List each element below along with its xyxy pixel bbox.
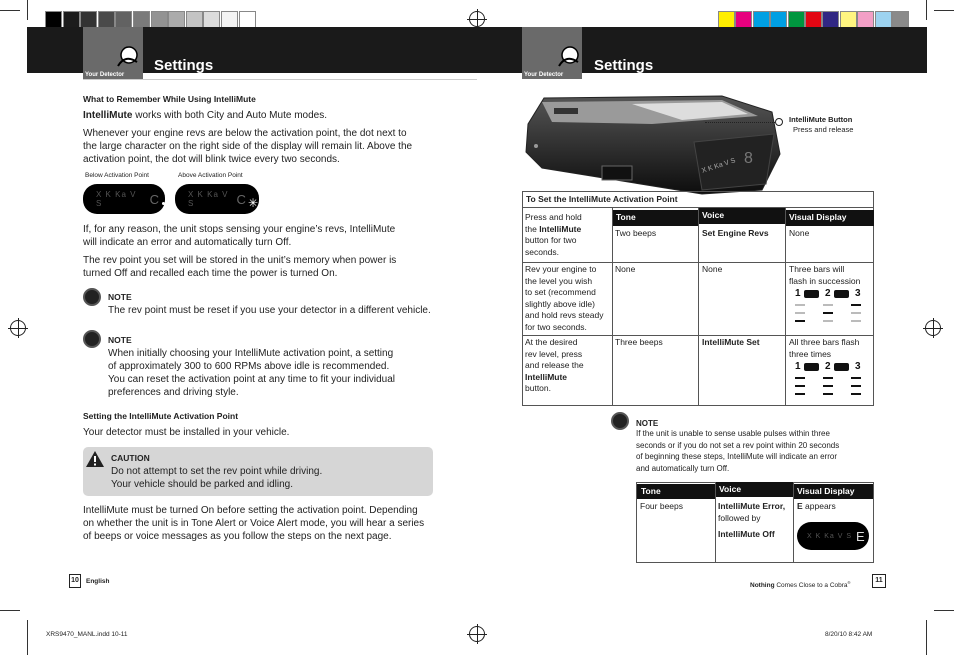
display-bar	[851, 377, 861, 379]
text-line: seconds.	[525, 246, 560, 257]
text-line: Press and hold	[525, 212, 582, 222]
bar-sequence-flash	[795, 361, 870, 401]
right-page-title: Settings	[594, 57, 654, 74]
text-line: rev level, press	[525, 348, 583, 359]
display-bar	[823, 393, 833, 395]
row3-voice: IntelliMute Set	[702, 337, 760, 347]
crop-mark	[27, 620, 28, 655]
bar-label: 3	[855, 361, 861, 372]
page-number-box	[872, 574, 886, 588]
crop-mark	[934, 610, 954, 611]
bar-label: 2	[825, 288, 831, 299]
display-letter: E	[797, 501, 803, 511]
table-row-line	[522, 335, 874, 336]
table-col-line	[785, 208, 786, 406]
display-bar	[795, 304, 805, 306]
note2-title: NOTE	[108, 335, 132, 345]
display-bar	[823, 320, 833, 322]
row3-tone: Three beeps	[615, 337, 663, 347]
callout-leader	[705, 122, 775, 123]
crop-mark	[926, 620, 927, 655]
detector-icon	[115, 46, 141, 68]
bar-sequence-succession	[795, 288, 870, 330]
table-col-line	[793, 482, 794, 563]
text-line: of approximately 300 to 600 RPMs above idle is recommended.	[108, 361, 390, 372]
text-line: IntelliMute Error,	[718, 501, 786, 511]
col-header-visual: Visual Display	[793, 484, 873, 499]
display-bar	[823, 304, 833, 306]
note-right-text	[636, 428, 839, 474]
term-intellimute: IntelliMute	[83, 110, 133, 121]
text-line	[525, 224, 582, 236]
text-fragment: appears	[802, 501, 836, 511]
display-indicators: X K Ka V S	[188, 190, 229, 208]
tagline-text: Comes Close to a Cobra	[774, 582, 848, 590]
display-bar	[795, 312, 805, 314]
row2-tone: None	[615, 264, 636, 274]
page-number-box	[69, 574, 81, 588]
text-line: and hold revs steady	[525, 310, 604, 320]
callout-title: IntelliMute Button	[789, 115, 853, 124]
table-col-line	[612, 208, 613, 406]
bar-label: 2	[825, 361, 831, 372]
paragraph-revs	[83, 127, 412, 166]
caution-text	[111, 465, 322, 491]
text-line: IntelliMute must be turned On before setting the activation point. Depending	[83, 505, 418, 516]
table-col-line	[698, 208, 699, 406]
text-line: the large character on the right side of the display will remain lit. Above the	[83, 141, 413, 152]
term-intellimute: IntelliMute	[539, 223, 582, 234]
display-char: E	[856, 528, 866, 544]
text-line: If the unit is unable to sense usable pulses within three	[636, 429, 830, 438]
device-display-char: 8	[744, 150, 753, 167]
paragraph-tones	[83, 504, 424, 543]
crop-mark	[926, 0, 927, 20]
heading-setting: Setting the IntelliMute Activation Point	[83, 411, 239, 421]
text-line: of beginning these steps, IntelliMute will indicate an error	[636, 452, 837, 461]
display-below	[83, 184, 165, 214]
heading-remember: What to Remember While Using IntelliMute	[83, 94, 256, 104]
row1-tone: Two beeps	[615, 228, 657, 238]
right-page-subtitle: Your Detector	[524, 72, 564, 78]
note-right-title: NOTE	[636, 419, 659, 428]
col-header-visual: Visual Display	[785, 210, 874, 226]
display-bar	[823, 377, 833, 379]
row2-voice: None	[702, 264, 723, 274]
detector-icon	[556, 46, 582, 68]
display-bar	[795, 393, 805, 395]
text-fragment: the	[525, 223, 540, 234]
arrow-icon	[804, 363, 819, 371]
display-bar	[795, 320, 805, 322]
text-line: activation point, the dot will blink twice every two seconds.	[83, 154, 340, 165]
text-line: button.	[525, 383, 551, 393]
table-title: To Set the IntelliMute Activation Point	[526, 194, 678, 204]
page-number: 10	[71, 577, 79, 584]
registration-mark	[469, 626, 485, 642]
label-below-activation: Below Activation Point	[85, 172, 149, 179]
display-char: C	[236, 191, 247, 207]
text-line: and automatically turn Off.	[636, 463, 730, 473]
bar-label: 3	[855, 288, 861, 299]
registration-mark	[469, 11, 485, 27]
note2-text	[108, 347, 395, 399]
display-above	[175, 184, 259, 214]
row3-visual	[789, 337, 859, 360]
paragraph-citymute	[83, 109, 327, 122]
col-header-tone: Tone	[612, 210, 698, 226]
display-bar	[851, 304, 861, 306]
text-line: for two seconds.	[525, 321, 587, 332]
caution-title: CAUTION	[111, 453, 150, 463]
paragraph-error	[83, 223, 395, 249]
row3-step	[525, 337, 584, 395]
text-line: Three bars will	[789, 264, 845, 274]
row2-step	[525, 264, 603, 333]
table-row-line	[522, 262, 874, 263]
dot-blink-icon: ✳	[247, 196, 259, 210]
display-bar	[851, 312, 861, 314]
slug-file: XRS9470_MANL.indd 10-11	[46, 631, 128, 638]
text-line: three times	[789, 348, 832, 359]
text-line: flash in succession	[789, 275, 861, 286]
display-indicators: X K Ka V S	[807, 532, 853, 540]
registration-mark	[10, 320, 26, 336]
bar-label: 1	[795, 288, 801, 299]
note-icon	[83, 288, 101, 306]
text-line: The rev point you set will be stored in the unit’s memory when power is	[83, 255, 397, 266]
note-icon	[611, 412, 629, 430]
text-line: followed by	[718, 512, 761, 523]
text-line: seconds or if you do not set a rev point within 20 seconds	[636, 440, 840, 450]
text-line: the level you wish	[525, 275, 593, 286]
display-bar	[851, 385, 861, 387]
text-line: All three bars flash	[789, 337, 860, 347]
text-line: When initially choosing your IntelliMute activation point, a setting	[108, 348, 394, 359]
row1-voice: Set Engine Revs	[702, 228, 769, 238]
arrow-icon	[834, 363, 849, 371]
text-line: You can reset the activation point at any time to fit your individual	[108, 374, 396, 385]
display-bar	[851, 393, 861, 395]
dot-lit	[162, 202, 165, 205]
text-line: and release the	[525, 360, 584, 370]
table-col-line	[715, 482, 716, 563]
display-bar	[823, 385, 833, 387]
text-line: button for two	[525, 235, 577, 245]
text-line: If, for any reason, the unit stops sensing your engine’s revs, IntelliMute	[83, 224, 396, 235]
display-char: C	[149, 191, 161, 207]
radar-detector-image	[522, 94, 784, 196]
text-line: of beeps or voice messages as you follow the steps on the next page.	[83, 531, 392, 542]
registration-mark	[925, 320, 941, 336]
bar-label: 1	[795, 361, 801, 372]
arrow-icon	[804, 290, 819, 298]
row1-visual: None	[789, 228, 810, 238]
display-bar	[823, 312, 833, 314]
footer-language: English	[86, 578, 110, 585]
paragraph-memory	[83, 254, 396, 280]
slug-date: 8/20/10 8:42 AM	[825, 631, 873, 638]
page-number: 11	[875, 577, 883, 584]
crop-mark	[0, 610, 20, 611]
display-bar	[851, 320, 861, 322]
callout-text: Press and release	[793, 125, 854, 134]
col-header-voice: Voice	[698, 208, 785, 224]
display-bar	[795, 385, 805, 387]
text-line: IntelliMute	[525, 371, 568, 382]
footer-tagline	[750, 576, 850, 592]
note1-text: The rev point must be reset if you use your detector in a different vehicle.	[108, 305, 431, 316]
display-indicators: X K Ka V S	[96, 190, 137, 208]
registered-mark: ®	[847, 580, 851, 585]
text-line: Do not attempt to set the rev point while driving.	[111, 466, 323, 477]
text-line: preferences and driving style.	[108, 387, 239, 398]
callout-target-icon	[775, 118, 783, 126]
error-tone: Four beeps	[640, 501, 683, 511]
note-icon	[83, 330, 101, 348]
crop-mark	[934, 10, 954, 11]
text-line: IntelliMute Off	[718, 529, 775, 539]
row1-step	[525, 212, 582, 258]
left-page-subtitle: Your Detector	[85, 72, 125, 78]
row2-visual	[789, 264, 860, 287]
arrow-icon	[834, 290, 849, 298]
paragraph-installed: Your detector must be installed in your vehicle.	[83, 427, 290, 438]
paragraph-text: works with both City and Auto Mute modes.	[132, 110, 327, 121]
text-line: turned Off and recalled each time the power is turned On.	[83, 268, 338, 279]
text-line: Your vehicle should be parked and idling.	[111, 479, 293, 490]
tagline-bold: Nothing	[750, 582, 775, 590]
device-display-letters: X K Ka V S	[700, 157, 737, 175]
crop-mark	[27, 0, 28, 20]
text-line: on whether the unit is in Tone Alert or Voice Alert mode, you will hear a series	[83, 518, 425, 529]
display-error	[797, 522, 869, 550]
col-header-voice: Voice	[715, 482, 793, 497]
crop-mark	[0, 10, 20, 11]
text-line: slightly above idle)	[525, 298, 595, 309]
text-line: Rev your engine to	[525, 264, 597, 274]
warning-triangle-icon	[85, 450, 105, 468]
text-line: will indicate an error and automatically turn Off.	[83, 237, 292, 248]
left-page-title: Settings	[154, 57, 214, 74]
label-above-activation: Above Activation Point	[178, 172, 243, 179]
display-bar	[795, 377, 805, 379]
error-visual	[797, 501, 836, 513]
note1-title: NOTE	[108, 292, 132, 302]
text-line: Whenever your engine revs are below the activation point, the dot next to	[83, 128, 407, 139]
error-voice	[718, 501, 785, 541]
col-header-tone: Tone	[637, 484, 715, 499]
text-line: to set (recommend	[525, 287, 596, 297]
text-line: At the desired	[525, 337, 578, 347]
header-rule	[83, 79, 477, 80]
